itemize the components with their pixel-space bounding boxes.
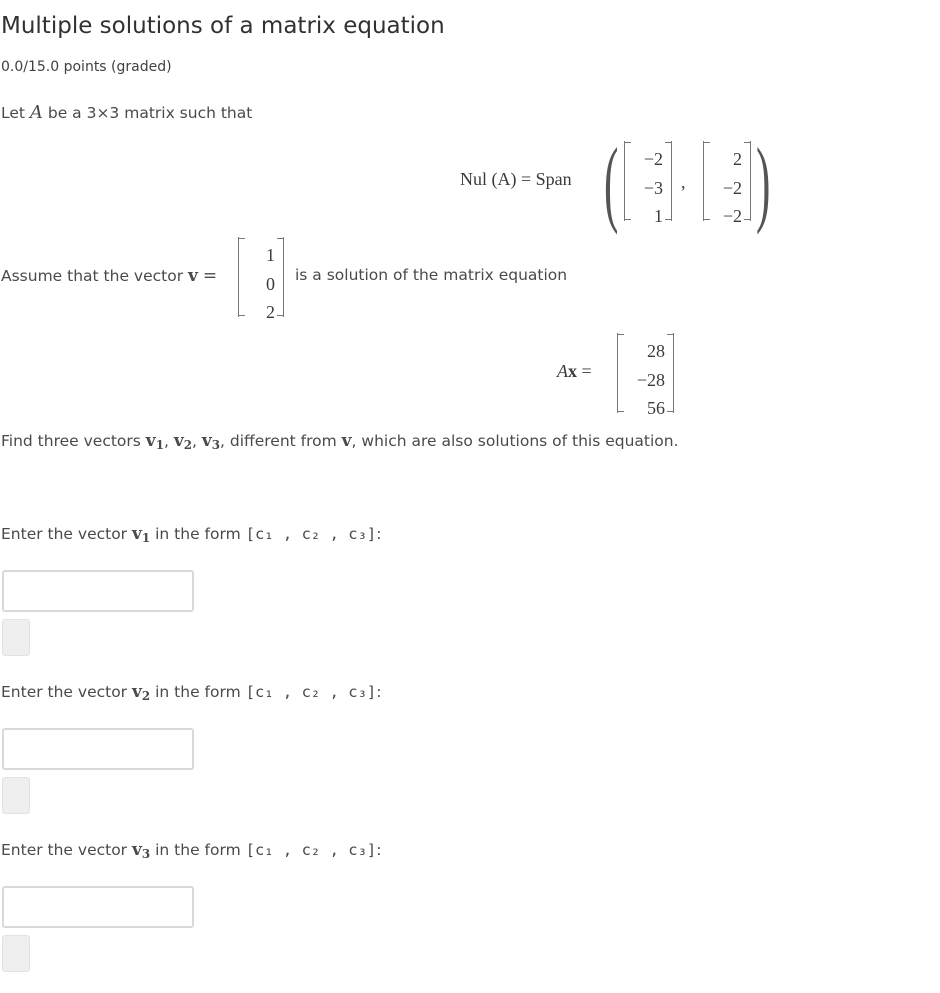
matrix-entry: 1 [266, 245, 275, 265]
basis-separator: , [681, 172, 686, 192]
answer-input-v2[interactable] [2, 728, 194, 770]
matrix-entry: −2 [722, 177, 742, 198]
answer-input-v3[interactable] [2, 886, 194, 928]
matrix-entry: −28 [636, 369, 665, 390]
solution-vector-v [238, 238, 284, 322]
matrix-entry: 2 [733, 149, 742, 169]
span-open-paren: ( [604, 128, 619, 235]
assume-text: Assume that the vector v = [1, 266, 218, 286]
matrix-entry: 2 [266, 302, 275, 322]
matrix-entry: 1 [654, 206, 663, 226]
matrix-entry: 56 [647, 398, 665, 418]
answer-prompt-v1: Enter the vector $v_1$ in the form [c₁ , c₂ , c₃]: [1, 524, 382, 545]
matrix-entry: 0 [266, 273, 275, 294]
answer-input-v1[interactable] [2, 570, 194, 612]
problem-title: Multiple solutions of a matrix equation [1, 13, 445, 39]
answer-prompt-v2: Enter the vector $v_2$ in the form [c₁ , c₂ , c₃]: [1, 682, 382, 703]
matrix-entry: −2 [722, 206, 742, 226]
solution-text: is a solution of the matrix equation [295, 266, 568, 284]
answer-prompt-v3: Enter the vector $v_3$ in the form [c₁ , c₂ , c₃]: [1, 840, 382, 861]
matrix-entry: −2 [643, 149, 663, 169]
null-basis-vector-2 [703, 142, 751, 226]
intro-text: Let A be a 3×3 matrix such that [1, 102, 253, 123]
find-instructions: Find three vectors $v_1$, $v_2$, $v_3$, different from v, which are also solutions of this equation. [1, 431, 679, 452]
null-basis-vector-1 [624, 142, 672, 226]
submit-button-v2[interactable] [2, 777, 30, 814]
matrix-entry: 28 [647, 341, 665, 361]
rhs-vector-b [617, 334, 674, 418]
points-status: 0.0/15.0 points (graded) [1, 59, 172, 75]
matrix-entry: −3 [643, 177, 663, 198]
submit-button-v3[interactable] [2, 935, 30, 972]
span-close-paren: ) [756, 128, 771, 235]
matrix-var-A: A [29, 102, 43, 123]
ax-lhs: Ax = [557, 361, 592, 381]
submit-button-v1[interactable] [2, 619, 30, 656]
nul-expression: Nul (A) = Span [460, 169, 572, 189]
